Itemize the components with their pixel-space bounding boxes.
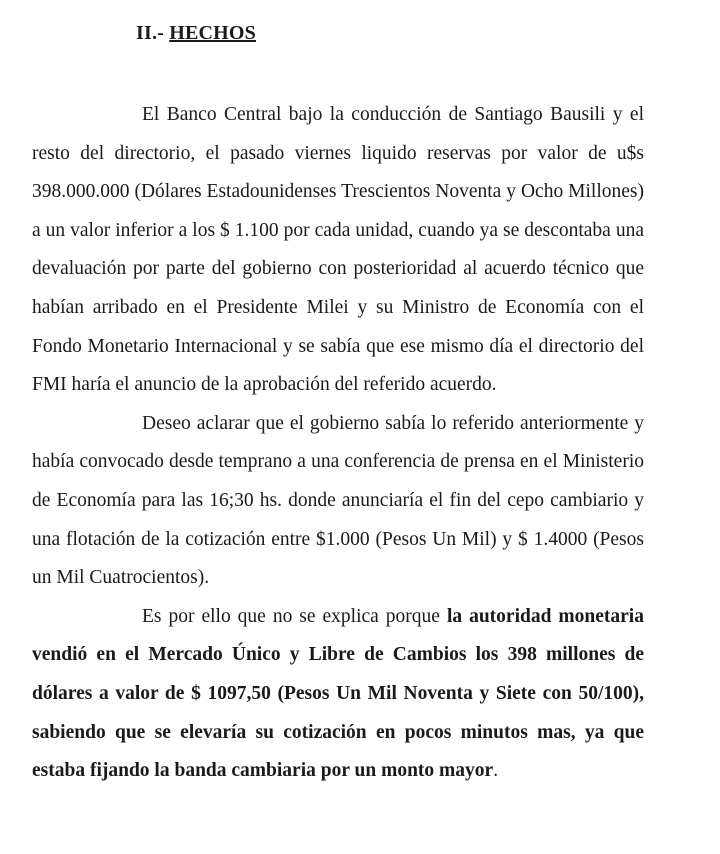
paragraph-1 bbox=[32, 96, 644, 405]
paragraph-2-text: Deseo aclarar que el gobierno sabía lo referido anteriormente y había convocado desde temprano a una conferencia de prensa en el Ministerio de Economía para las 16;30 hs. donde anunciaría el fin del cepo cambiario y una flotación de la cotización entre $1.000 (Pesos Un Mil) y $ 1.4000 (Pesos un Mil Cuatrocientos). bbox=[32, 412, 644, 589]
paragraph-3 bbox=[32, 598, 644, 791]
paragraph-2 bbox=[32, 405, 644, 598]
section-heading bbox=[136, 22, 256, 45]
section-number: II.- bbox=[136, 22, 165, 44]
section-title: HECHOS bbox=[169, 22, 257, 44]
paragraph-3-bold-text: la autoridad monetaria vendió en el Mercado Único y Libre de Cambios los 398 millones de dólares a valor de $ 1097,50 (Pesos Un Mil Noventa y Siete con 50/100), sabiendo que se elevaría su cotización en pocos minutos mas, ya que estaba fijando la banda cambiaria por un monto mayor bbox=[32, 605, 644, 782]
paragraph-3-text: Es por ello que no se explica porque bbox=[142, 605, 447, 627]
paragraph-3-end: . bbox=[493, 760, 499, 782]
paragraph-1-text: El Banco Central bajo la conducción de Santiago Bausili y el resto del directorio, el pasado viernes liquido reservas por valor de u$s 398.000.000 (Dólares Estadounidenses Trescientos Noventa y Ocho Millones) a un valor inferior a los $ 1.100 por cada unidad, cuando ya se descontaba una devaluación por parte del gobierno con posterioridad al acuerdo técnico que habían arribado en el Presidente Milei y su Ministro de Economía con el Fondo Monetario Internacional y se sabía que ese mismo día el directorio del FMI haría el anuncio de la aprobación del referido acuerdo. bbox=[32, 104, 644, 396]
document-body bbox=[32, 96, 644, 791]
